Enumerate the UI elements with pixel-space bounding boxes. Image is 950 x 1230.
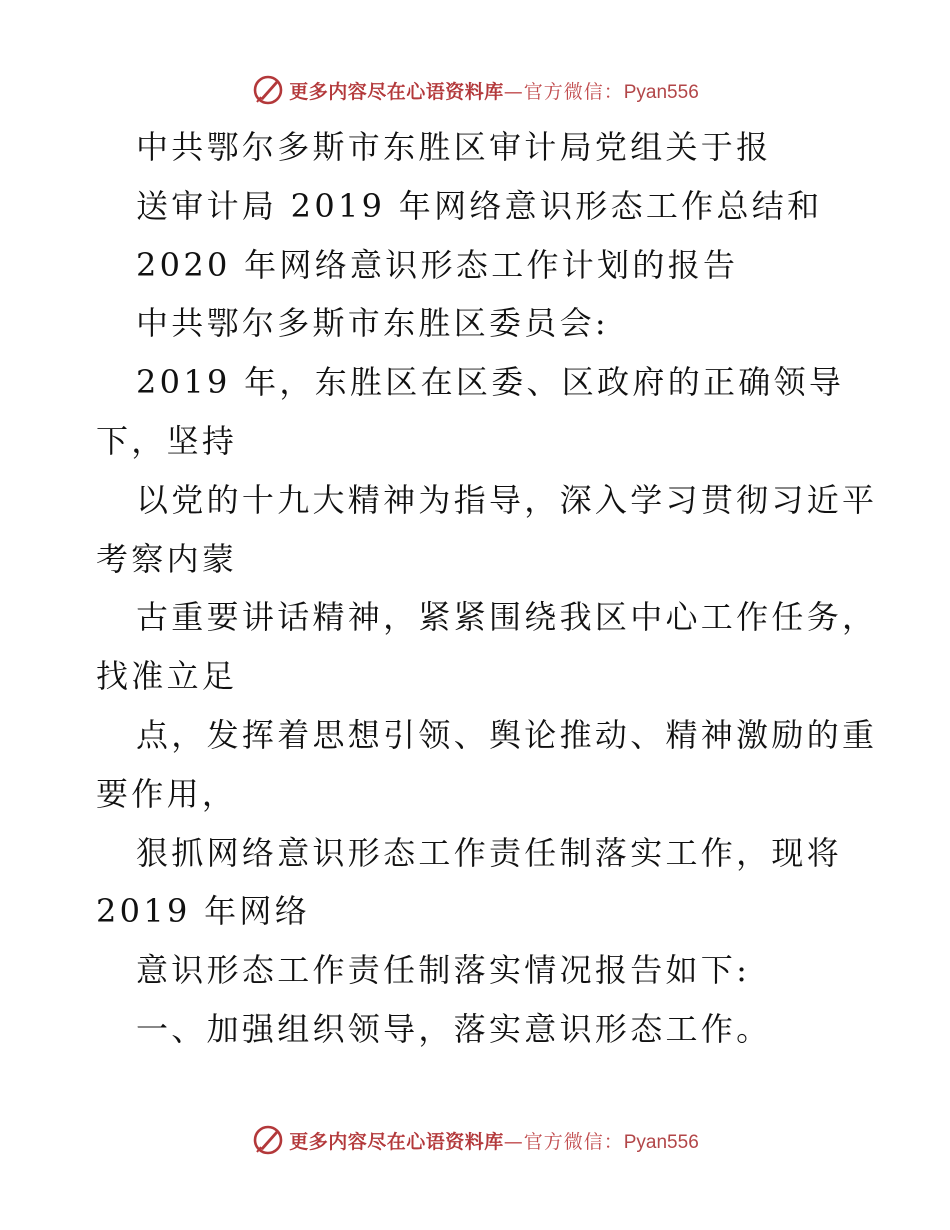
document-body [96, 118, 896, 1059]
quill-pen-logo-icon [251, 1123, 285, 1157]
document-line: 2019 年，东胜区在区委、区政府的正确领导 [136, 363, 845, 402]
document-line: 中共鄂尔多斯市东胜区审计局党组关于报 [136, 128, 772, 166]
document-line: 2020 年网络意识形态工作计划的报告 [136, 245, 739, 284]
header-watermark-banner [0, 70, 950, 110]
document-line: 送审计局 2019 年网络意识形态工作总结和 [136, 186, 823, 225]
document-line: 以党的十九大精神为指导，深入学习贯彻习近平 [136, 480, 878, 519]
watermark-wechat-id: Pyan556 [623, 1131, 699, 1153]
document-line: 下，坚持 [96, 421, 238, 460]
document-line: 一、加强组织领导，落实意识形态工作。 [136, 1009, 772, 1048]
document-line: 古重要讲话精神，紧紧围绕我区中心工作任务， [136, 598, 878, 637]
watermark-wechat-label: 官方微信： [523, 1130, 624, 1153]
watermark-text [289, 1127, 699, 1154]
document-line: 考察内蒙 [96, 539, 238, 578]
document-line: 意识形态工作责任制落实情况报告如下: [136, 951, 751, 990]
watermark-brand: 更多内容尽在心语资料库 [289, 80, 504, 103]
document-line: 找准立足 [96, 657, 238, 696]
document-line: 中共鄂尔多斯市东胜区委员会: [136, 304, 609, 343]
watermark-dash: — [503, 1130, 524, 1153]
document-line: 2019 年网络 [96, 892, 311, 931]
watermark-dash: — [503, 80, 524, 103]
quill-pen-logo-icon [251, 73, 285, 107]
watermark-text [289, 77, 699, 104]
watermark-wechat-label: 官方微信： [523, 80, 624, 103]
document-line: 狠抓网络意识形态工作责任制落实工作，现将 [136, 833, 843, 872]
watermark-wechat-id: Pyan556 [623, 81, 699, 103]
document-line: 要作用， [96, 774, 238, 813]
document-line: 点，发挥着思想引领、舆论推动、精神激励的重 [136, 715, 878, 754]
watermark-brand: 更多内容尽在心语资料库 [289, 1130, 504, 1153]
footer-watermark-banner [0, 1120, 950, 1160]
